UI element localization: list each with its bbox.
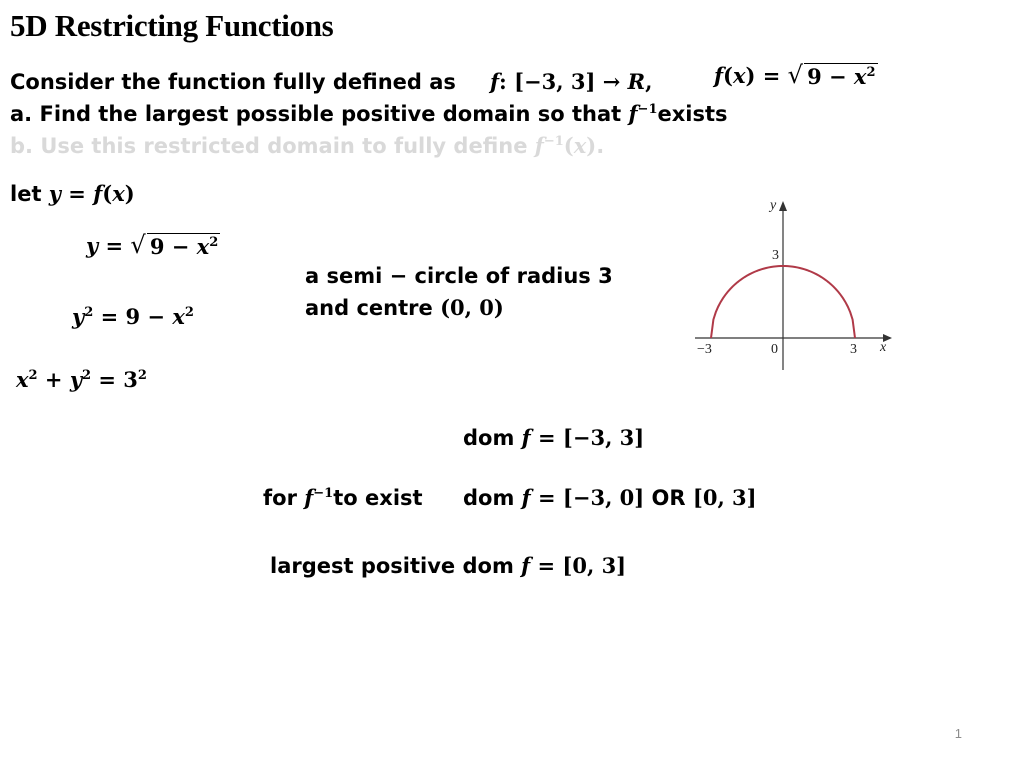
function-mapping: f: [−3, 3] → R, bbox=[490, 69, 653, 94]
x-axis-label: x bbox=[880, 340, 887, 355]
part-a-text: Find the largest possible positive domain so that $f^{-1}exists$ bbox=[39, 101, 728, 126]
semicircle-note-line1: a semi − circle of radius 3 bbox=[305, 264, 613, 288]
let-statement: let y = f(x) bbox=[10, 181, 135, 206]
y-axis-arrow bbox=[779, 201, 787, 211]
y-axis-label: y bbox=[770, 198, 777, 213]
semicircle-graph bbox=[690, 195, 900, 375]
function-rule: f(x) = √ $9 - x^2$ bbox=[714, 61, 876, 89]
part-a bbox=[10, 101, 728, 126]
domain-full: dom f = [−3, 3] bbox=[463, 425, 645, 450]
semicircle-note-line2: and centre (0, 0) bbox=[305, 295, 504, 320]
part-b-label: b. bbox=[10, 134, 34, 158]
y-tick-3: 3 bbox=[772, 248, 779, 263]
x-tick-neg3: −3 bbox=[697, 342, 712, 357]
working-step-3: $x^2 + y^2 = 3^2$ bbox=[16, 367, 147, 392]
working-step-1: y = √ $9 - x^2$ bbox=[86, 231, 219, 259]
origin-label: 0 bbox=[771, 342, 778, 357]
working-step-2: $y^2 = 9 - x^2$ bbox=[72, 304, 194, 329]
question-intro: Consider the function fully defined as bbox=[10, 70, 456, 94]
part-a-label: a. bbox=[10, 102, 33, 126]
domain-options: dom f = [−3, 0] OR [0, 3] bbox=[463, 485, 757, 510]
x-tick-3: 3 bbox=[850, 342, 857, 357]
slide-title: 5D Restricting Functions bbox=[10, 8, 334, 43]
inverse-condition: for $f^{-1}to$ exist bbox=[263, 485, 423, 510]
largest-domain: largest positive dom f = [0, 3] bbox=[270, 553, 627, 578]
part-b-text: Use this restricted domain to fully define $f^{-1}(x)$. bbox=[40, 133, 605, 158]
part-b bbox=[10, 133, 604, 158]
page-number: 1 bbox=[954, 726, 962, 741]
